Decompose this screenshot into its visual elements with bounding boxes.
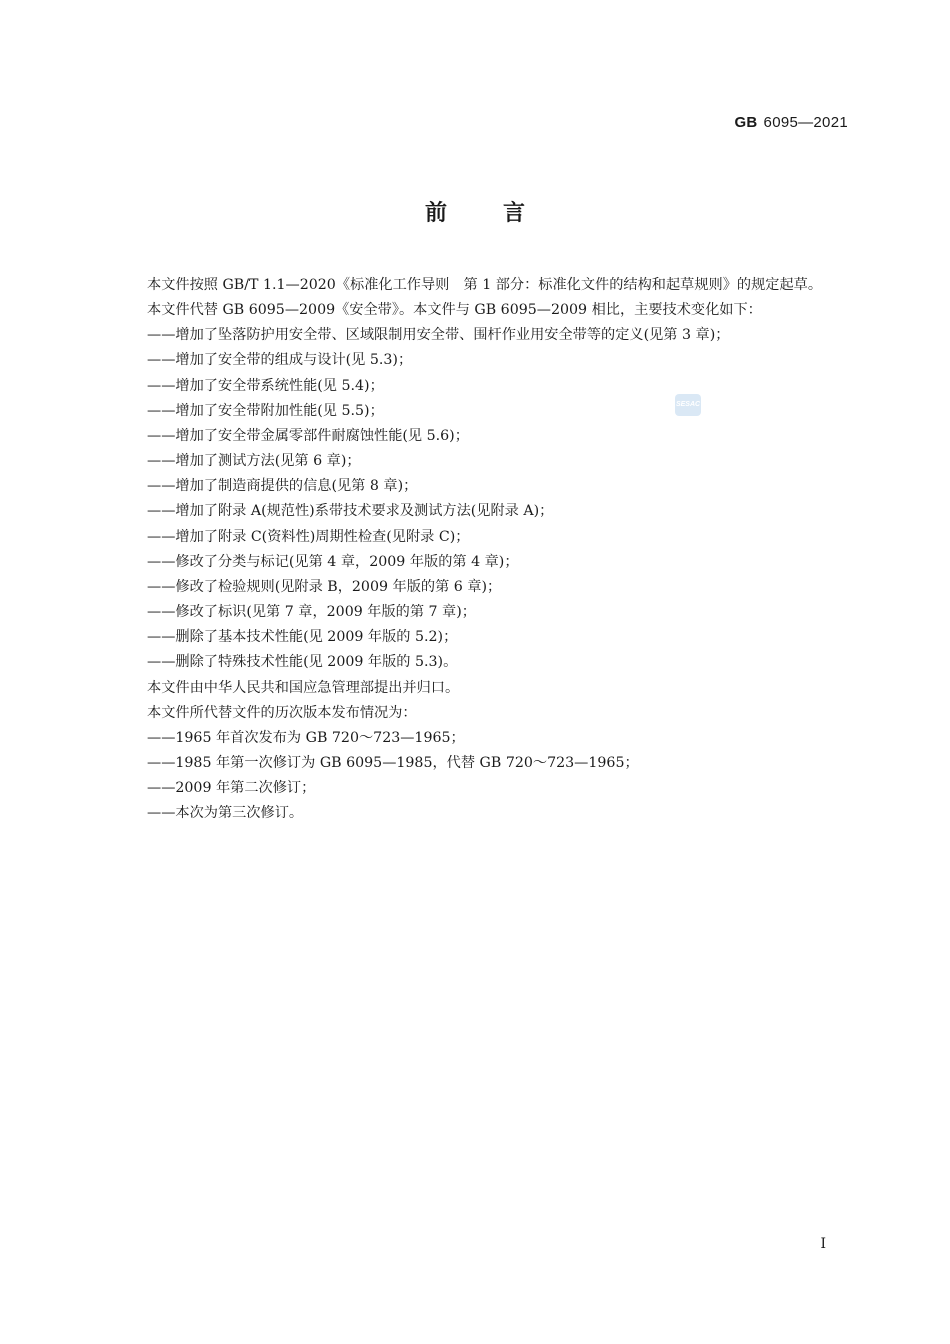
history-list	[114, 726, 850, 827]
paragraph-replacement: 本文件代替 GB 6095—2009《安全带》。本文件与 GB 6095—2009 相比，主要技术变化如下：	[147, 302, 762, 319]
list-item: ——1985 年第一次修订为 GB 6095—1985，代替 GB 720～723—1965；	[147, 754, 639, 771]
paragraph-history-intro: 本文件所代替文件的历次版本发布情况为：	[147, 704, 417, 721]
list-item: ——增加了附录 C(资料性)周期性检查(见附录 C)；	[147, 528, 470, 545]
changes-list	[114, 323, 850, 675]
list-item: ——删除了特殊技术性能(见 2009 年版的 5.3)。	[147, 654, 458, 671]
list-item: ——2009 年第二次修订；	[147, 780, 316, 797]
list-item: ——增加了附录 A(规范性)系带技术要求及测试方法(见附录 A)；	[147, 503, 554, 520]
list-item: ——增加了安全带附加性能(见 5.5)；	[147, 402, 384, 419]
list-item: ——删除了基本技术性能(见 2009 年版的 5.2)；	[147, 629, 458, 646]
list-item: ——增加了安全带的组成与设计(见 5.3)；	[147, 352, 413, 369]
list-item: ——增加了坠落防护用安全带、区域限制用安全带、围杆作业用安全带等的定义(见第 3 章)；	[147, 327, 730, 344]
title-char-2: 言	[503, 201, 526, 226]
paragraph-drafting-rules: 本文件按照 GB/T 1.1—2020《标准化工作导则 第 1 部分：标准化文件的结构和起草规则》的规定起草。	[147, 277, 823, 293]
list-item: ——增加了安全带系统性能(见 5.4)；	[147, 377, 384, 394]
page-title	[0, 196, 950, 227]
title-char-1: 前	[424, 201, 447, 226]
list-item: ——修改了标识(见第 7 章，2009 年版的第 7 章)；	[147, 604, 476, 621]
list-item: ——增加了制造商提供的信息(见第 8 章)；	[147, 478, 418, 495]
foreword-body	[114, 273, 850, 826]
list-item: ——增加了安全带金属零部件耐腐蚀性能(见 5.6)；	[147, 427, 469, 444]
list-item: ——增加了测试方法(见第 6 章)；	[147, 453, 361, 470]
standard-prefix: GB	[734, 114, 758, 131]
page-number: I	[820, 1236, 826, 1252]
list-item: ——本次为第三次修订。	[147, 805, 304, 822]
list-item: ——修改了检验规则(见附录 B，2009 年版的第 6 章)；	[147, 578, 502, 595]
list-item: ——修改了分类与标记(见第 4 章，2009 年版的第 4 章)；	[147, 553, 519, 570]
standard-code	[734, 114, 848, 131]
list-item: ——1965 年首次发布为 GB 720～723—1965；	[147, 729, 465, 746]
standard-number: 6095—2021	[763, 114, 848, 131]
paragraph-proposer: 本文件由中华人民共和国应急管理部提出并归口。	[147, 679, 460, 696]
publisher-watermark-logo: SESAC	[675, 394, 701, 416]
